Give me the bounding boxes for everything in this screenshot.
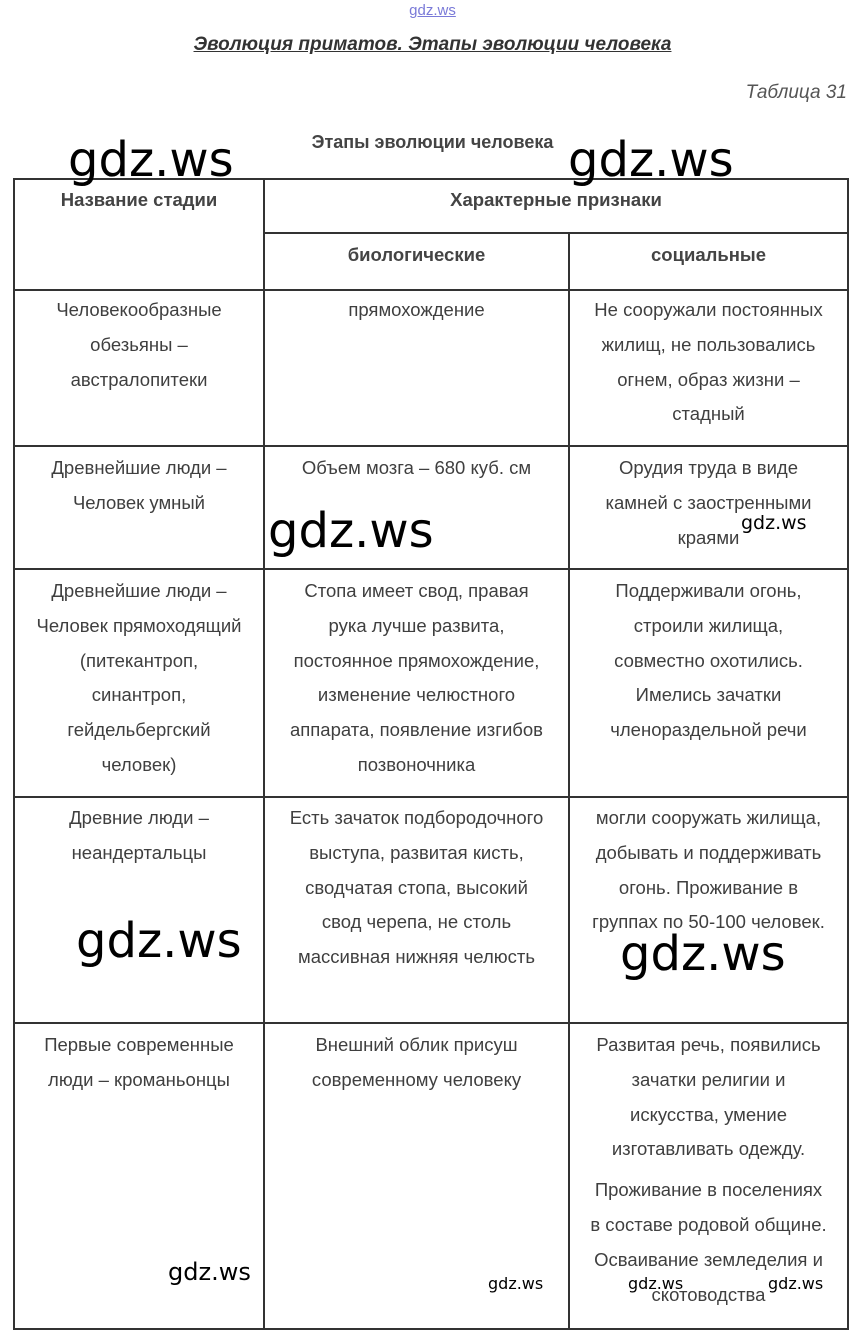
table-title: Этапы эволюции человека (311, 132, 554, 152)
cell-line: Не сооружали постоянных (594, 299, 823, 320)
cell-line: свод черепа, не столь (321, 911, 512, 933)
bio-cell (265, 293, 568, 328)
bio-cell (265, 574, 568, 783)
cell-line: рука лучше развита, (328, 614, 505, 636)
cell-line: Имелись зачатки (635, 684, 782, 706)
cell-line: Есть зачаток подбородочного (289, 807, 544, 828)
top-link[interactable]: gdz.ws (409, 2, 456, 19)
bio-cell (265, 451, 568, 486)
bio-cell (265, 801, 568, 975)
cell-line: Стопа имеет свод, правая (304, 580, 529, 601)
bio-cell (265, 1028, 568, 1098)
cell-line: австралопитеки (70, 368, 208, 390)
cell-line: современному человеку (311, 1068, 522, 1090)
grid-line (13, 796, 849, 798)
cell-line: Поддерживали огонь, (615, 580, 802, 601)
watermark: gdz.ws (268, 503, 434, 559)
grid-line (847, 178, 849, 1330)
page-title: Эволюция приматов. Этапы эволюции человека (193, 34, 672, 55)
cell-line: Древнейшие люди – (51, 580, 227, 601)
cell-line: стадный (672, 403, 745, 425)
header-social: социальные (650, 244, 766, 265)
social-cell (570, 451, 847, 555)
cell-line: сводчатая стопа, высокий (305, 876, 528, 898)
header-features: Характерные признаки (450, 189, 662, 210)
grid-line (13, 445, 849, 447)
grid-line (263, 232, 849, 234)
table-label: Таблица 31 (745, 82, 847, 103)
cell-line: зачатки религии и (631, 1068, 786, 1090)
header-stage: Название стадии (60, 189, 218, 210)
cell-line: Проживание в поселениях (594, 1179, 823, 1201)
grid-line (13, 1328, 849, 1330)
stage-cell (15, 1028, 263, 1098)
watermark: gdz.ws (168, 1258, 251, 1286)
cell-line: группах по 50-100 человек. (592, 911, 825, 933)
cell-line: человек) (101, 753, 177, 775)
watermark: gdz.ws (488, 1274, 544, 1293)
cell-line: изменение челюстного (317, 684, 516, 706)
header-bio: биологические (347, 244, 486, 265)
cell-line: краями (677, 526, 740, 548)
cell-line: гейдельбергский (67, 719, 211, 741)
cell-line: Осваивание земледелия и (594, 1248, 823, 1270)
cell-line: Внешний облик присуш (315, 1034, 518, 1055)
social-cell (570, 801, 847, 940)
watermark: gdz.ws (76, 913, 242, 969)
grid-line (13, 1022, 849, 1024)
cell-line: Древнейшие люди – (51, 457, 227, 478)
cell-line: в составе родовой общине. (590, 1213, 827, 1235)
cell-line: выступа, развитая кисть, (309, 841, 524, 863)
stage-cell (15, 801, 263, 871)
cell-line: люди – кроманьонцы (48, 1068, 230, 1090)
stage-cell (15, 574, 263, 783)
cell-line: массивная нижняя челюсть (298, 946, 535, 968)
watermark: gdz.ws (568, 132, 734, 188)
watermark: gdz.ws (620, 926, 786, 982)
cell-line: могли сооружать жилища, (595, 807, 822, 828)
grid-line (13, 289, 849, 291)
cell-line: добывать и поддерживать (595, 841, 822, 863)
cell-line: скотоводства (651, 1283, 766, 1305)
cell-line: жилищ, не пользовались (601, 333, 816, 355)
cell-line: неандертальцы (71, 841, 207, 863)
cell-line: синантроп, (91, 684, 187, 706)
watermark: gdz.ws (68, 132, 234, 188)
social-cell (570, 293, 847, 432)
cell-line: (питекантроп, (79, 649, 199, 671)
cell-line: Орудия труда в виде (618, 457, 799, 478)
cell-line: совместно охотились. (614, 649, 803, 671)
stage-cell (15, 293, 263, 397)
cell-line: Древние люди – (69, 807, 209, 828)
cell-line: позвоночника (357, 753, 476, 775)
cell-line: Человек прямоходящий (36, 614, 242, 636)
cell-line: огонь. Проживание в (618, 876, 799, 898)
cell-line: аппарата, появление изгибов (289, 719, 544, 741)
cell-line: Объем мозга – 680 куб. см (301, 457, 532, 478)
cell-line: огнем, образ жизни – (617, 368, 800, 390)
cell-line: искусства, умение (630, 1103, 787, 1125)
social-cell (570, 574, 847, 748)
cell-line: изготавливать одежду. (611, 1138, 806, 1160)
cell-line: строили жилища, (633, 614, 784, 636)
watermark: gdz.ws (741, 512, 807, 534)
cell-line: прямохождение (348, 299, 485, 320)
cell-line: Человекообразные (56, 299, 222, 320)
cell-line: постоянное прямохождение, (293, 649, 540, 671)
cell-line: членораздельной речи (610, 719, 807, 741)
cell-line: Развитая речь, появились (596, 1034, 821, 1055)
cell-line: Первые современные (44, 1034, 234, 1055)
cell-line: обезьяны – (90, 333, 188, 355)
watermark: gdz.ws (768, 1274, 824, 1293)
social-cell (570, 1028, 847, 1312)
stage-cell (15, 451, 263, 521)
cell-line: камней с заостренными (605, 491, 812, 513)
cell-line: Человек умный (72, 491, 206, 513)
watermark: gdz.ws (628, 1274, 684, 1293)
grid-line (13, 568, 849, 570)
